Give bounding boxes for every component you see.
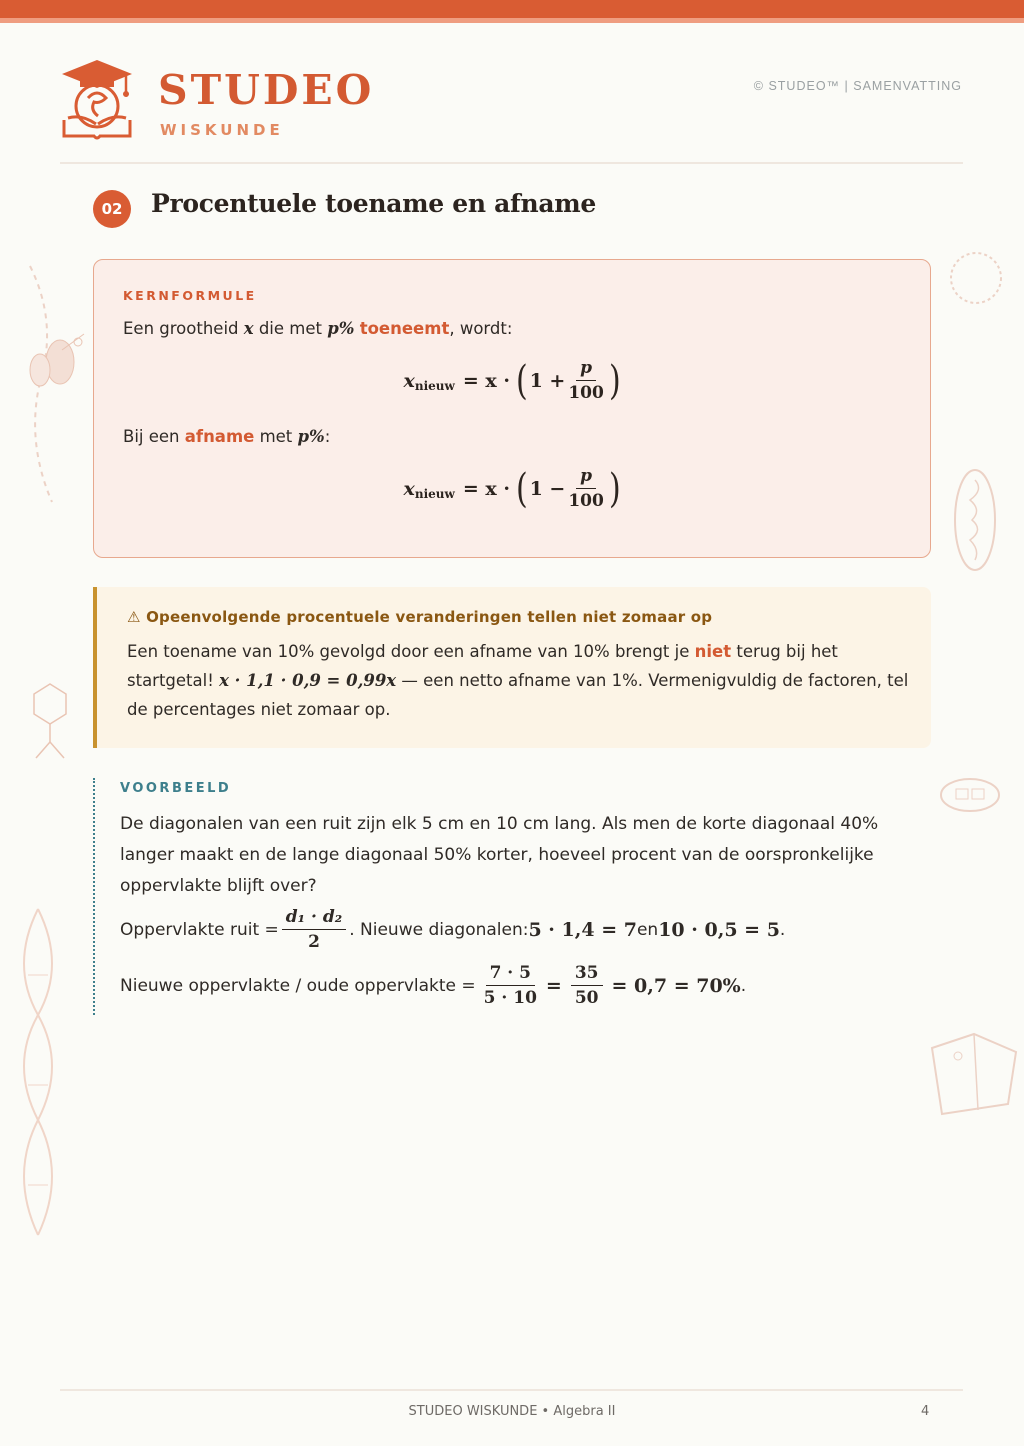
section-number-badge: 02 bbox=[93, 190, 131, 228]
key-formula-label: KERNFORMULE bbox=[123, 288, 257, 303]
decorative-pill-doodle bbox=[938, 775, 1002, 815]
example-calc-line-1: Oppervlakte ruit = $\frac{\text{d₁ · d₂}}{2}$ . Nieuwe diagonalen: 5 · 1,4 = 7 en 10 · 0,5 = 5 . bbox=[120, 907, 786, 952]
subject-name: WISKUNDE bbox=[160, 121, 284, 139]
footer-text: STUDEO WISKUNDE • Algebra II bbox=[408, 1404, 616, 1419]
decorative-biology-doodle bbox=[18, 262, 88, 512]
header-meta: © STUDEO™ | SAMENVATTING bbox=[753, 79, 962, 93]
top-accent-bar-shade bbox=[0, 18, 1024, 23]
increase-intro: Een grootheid x die met p% toeneemt, wordt: bbox=[123, 319, 513, 338]
example-block bbox=[93, 778, 931, 1015]
decorative-cell-doodle bbox=[950, 465, 1000, 575]
decorative-shape-doodle bbox=[926, 1028, 1024, 1120]
decorative-dna-doodle bbox=[8, 905, 68, 1245]
studeo-logo-icon bbox=[60, 58, 134, 142]
decorative-molecule-doodle bbox=[30, 680, 80, 760]
section-title: Procentuele toename en afname bbox=[151, 189, 597, 218]
footer-divider bbox=[60, 1389, 963, 1391]
warning-callout bbox=[93, 587, 931, 748]
decrease-formula: x nieuw = x · ( 1 − $\frac{p}{100}$ ) bbox=[403, 465, 621, 512]
example-question: De diagonalen van een ruit zijn elk 5 cm en 10 cm lang. Als men de korte diagonaal 40% langer maakt en de lange diagonaal 50% korter, hoeveel procent van de oorspronkelijke oppervlakte blijft over? bbox=[120, 814, 879, 896]
example-calc-line-2: Nieuwe oppervlakte / oude oppervlakte = $\frac{7 \cdot 5}{5 \cdot 10}$ = $\frac{35}{50}$ = 0,7 = 70% . bbox=[120, 963, 747, 1008]
key-formula-box bbox=[93, 259, 931, 558]
example-label: VOORBEELD bbox=[120, 781, 232, 796]
warning-title: ⚠ Opeenvolgende procentuele veranderingen tellen niet zomaar op bbox=[127, 608, 713, 626]
warning-body: Een toename van 10% gevolgd door een afname van 10% brengt je niet terug bij het startgetal! x · 1,1 · 0,9 = 0,99x — een netto afname van 1%. Vermenigvuldig de factoren, tel de percentages niet zomaar op. bbox=[127, 642, 909, 719]
brand-name: STUDEO bbox=[158, 66, 375, 114]
page-number: 4 bbox=[921, 1404, 930, 1419]
increase-formula: x nieuw = x · ( 1 + $\frac{p}{100}$ ) bbox=[403, 357, 621, 404]
decorative-circle-doodle bbox=[946, 248, 1006, 308]
header-divider bbox=[60, 162, 963, 164]
decrease-intro: Bij een afname met p%: bbox=[123, 427, 331, 446]
top-accent-bar bbox=[0, 0, 1024, 18]
